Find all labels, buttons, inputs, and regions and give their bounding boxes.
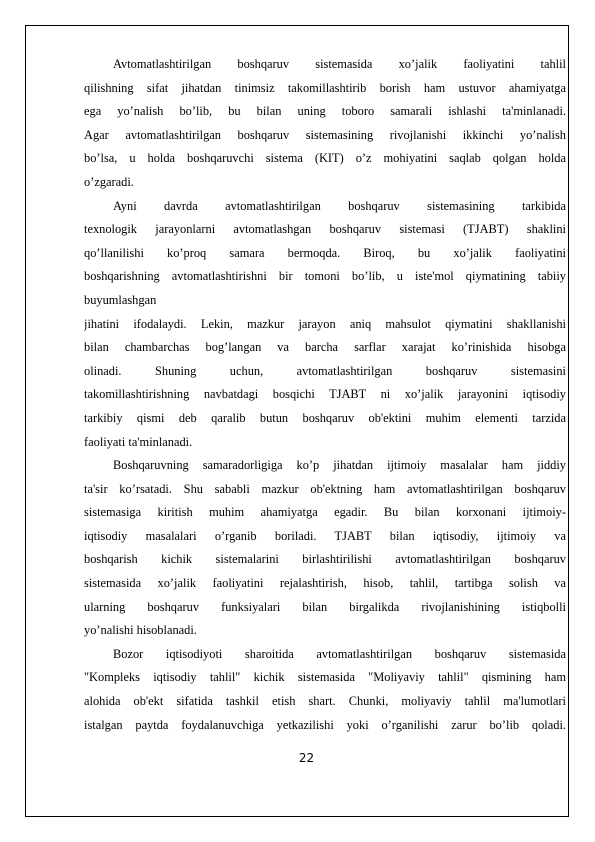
text-line: sistemasida xo’jalik faoliyatini rejalashtirish, hisob, tahlil, tartibga solish va <box>84 576 566 591</box>
text-line: Bozor iqtisodiyoti sharoitida avtomatlashtirilgan boshqaruv sistemasida <box>113 646 566 661</box>
text-line: yo’nalishi hisoblanadi. <box>84 623 197 638</box>
text-line: ularning boshqaruv funksiyalari bilan birgalikda rivojlanishining istiqbolli <box>84 599 566 614</box>
text-line: bo’lsa, u holda boshqaruvchi sistema (KIT) o’z mohiyatini saqlab qolgan holda <box>84 151 566 166</box>
text-line: buyumlashgan <box>84 292 157 307</box>
document-body <box>84 53 566 737</box>
text-line: ta'sir ko’rsatadi. Shu sababli mazkur ob'ektning ham avtomatlashtirilgan boshqaruv <box>84 481 566 496</box>
text-line: olinadi. Shuning uchun, avtomatlashtirilgan boshqaruv sistemasini <box>84 363 566 378</box>
text-line: qo’llanilishi ko’proq samara bermoqda. Biroq, bu xo’jalik faoliyatini <box>84 245 566 260</box>
text-line: Agar avtomatlashtirilgan boshqaruv sistemasining rivojlanishi ikkinchi yo’nalish <box>84 127 566 142</box>
text-line: Boshqaruvning samaradorligiga ko’p jihatdan ijtimoiy masalalar ham jiddiy <box>113 458 566 473</box>
text-line: o’zgaradi. <box>84 174 134 189</box>
text-line: faoliyati ta'minlanadi. <box>84 434 193 449</box>
text-line: takomillashtirishning navbatdagi bosqichi TJABT ni xo’jalik jarayonini iqtisodiy <box>84 387 566 402</box>
text-line: Ayni davrda avtomatlashtirilgan boshqaruv sistemasining tarkibida <box>113 198 566 213</box>
text-line: tarkibiy qismi deb qaralib butun boshqaruv ob'ektini muhim elementi tarzida <box>84 410 566 425</box>
text-line: boshqarish kichik sistemalarini birlashtirilishi avtomatlashtirilgan boshqaruv <box>84 552 566 567</box>
text-line: texnologik jarayonlarni avtomatlashgan boshqaruv sistemasi (TJABT) shaklini <box>84 222 566 237</box>
text-line: ega yo’nalish bo’lib, bu bilan uning toboro samarali ishlashi ta'minlanadi. <box>84 104 566 119</box>
page-number: 22 <box>298 751 315 765</box>
text-line: qilishning sifat jihatdan tinimsiz takomillashtirib borish ham ustuvor ahamiyatga <box>84 80 566 95</box>
text-line: alohida ob'ekt sifatida tashkil etish shart. Chunki, moliyaviy tahlil ma'lumotlari <box>84 694 566 709</box>
text-line: bilan chambarchas bog’langan va barcha sarflar xarajat ko’rinishida hisobga <box>84 340 566 355</box>
text-line: iqtisodiy masalalari o’rganib boriladi. TJABT bilan iqtisodiy, ijtimoiy va <box>84 528 566 543</box>
text-line: sistemasiga kiritish muhim ahamiyatga egadir. Bu bilan korxonani ijtimoiy- <box>84 505 566 520</box>
text-line: Avtomatlashtirilgan boshqaruv sistemasida xo’jalik faoliyatini tahlil <box>113 57 566 71</box>
text-line: "Kompleks iqtisodiy tahlil" kichik sistemasida "Moliyaviy tahlil" qismining ham <box>84 670 566 685</box>
text-line: istalgan paytda foydalanuvchiga yetkazilishi yoki o’rganilishi zarur bo’lib qoladi. <box>84 717 566 732</box>
text-line: jihatini ifodalaydi. Lekin, mazkur jarayon aniq mahsulot qiymatini shakllanishi <box>84 316 566 331</box>
text-line: boshqarishning avtomatlashtirishni bir tomoni bo’lib, u iste'mol qiymatining tabiiy <box>84 269 566 284</box>
